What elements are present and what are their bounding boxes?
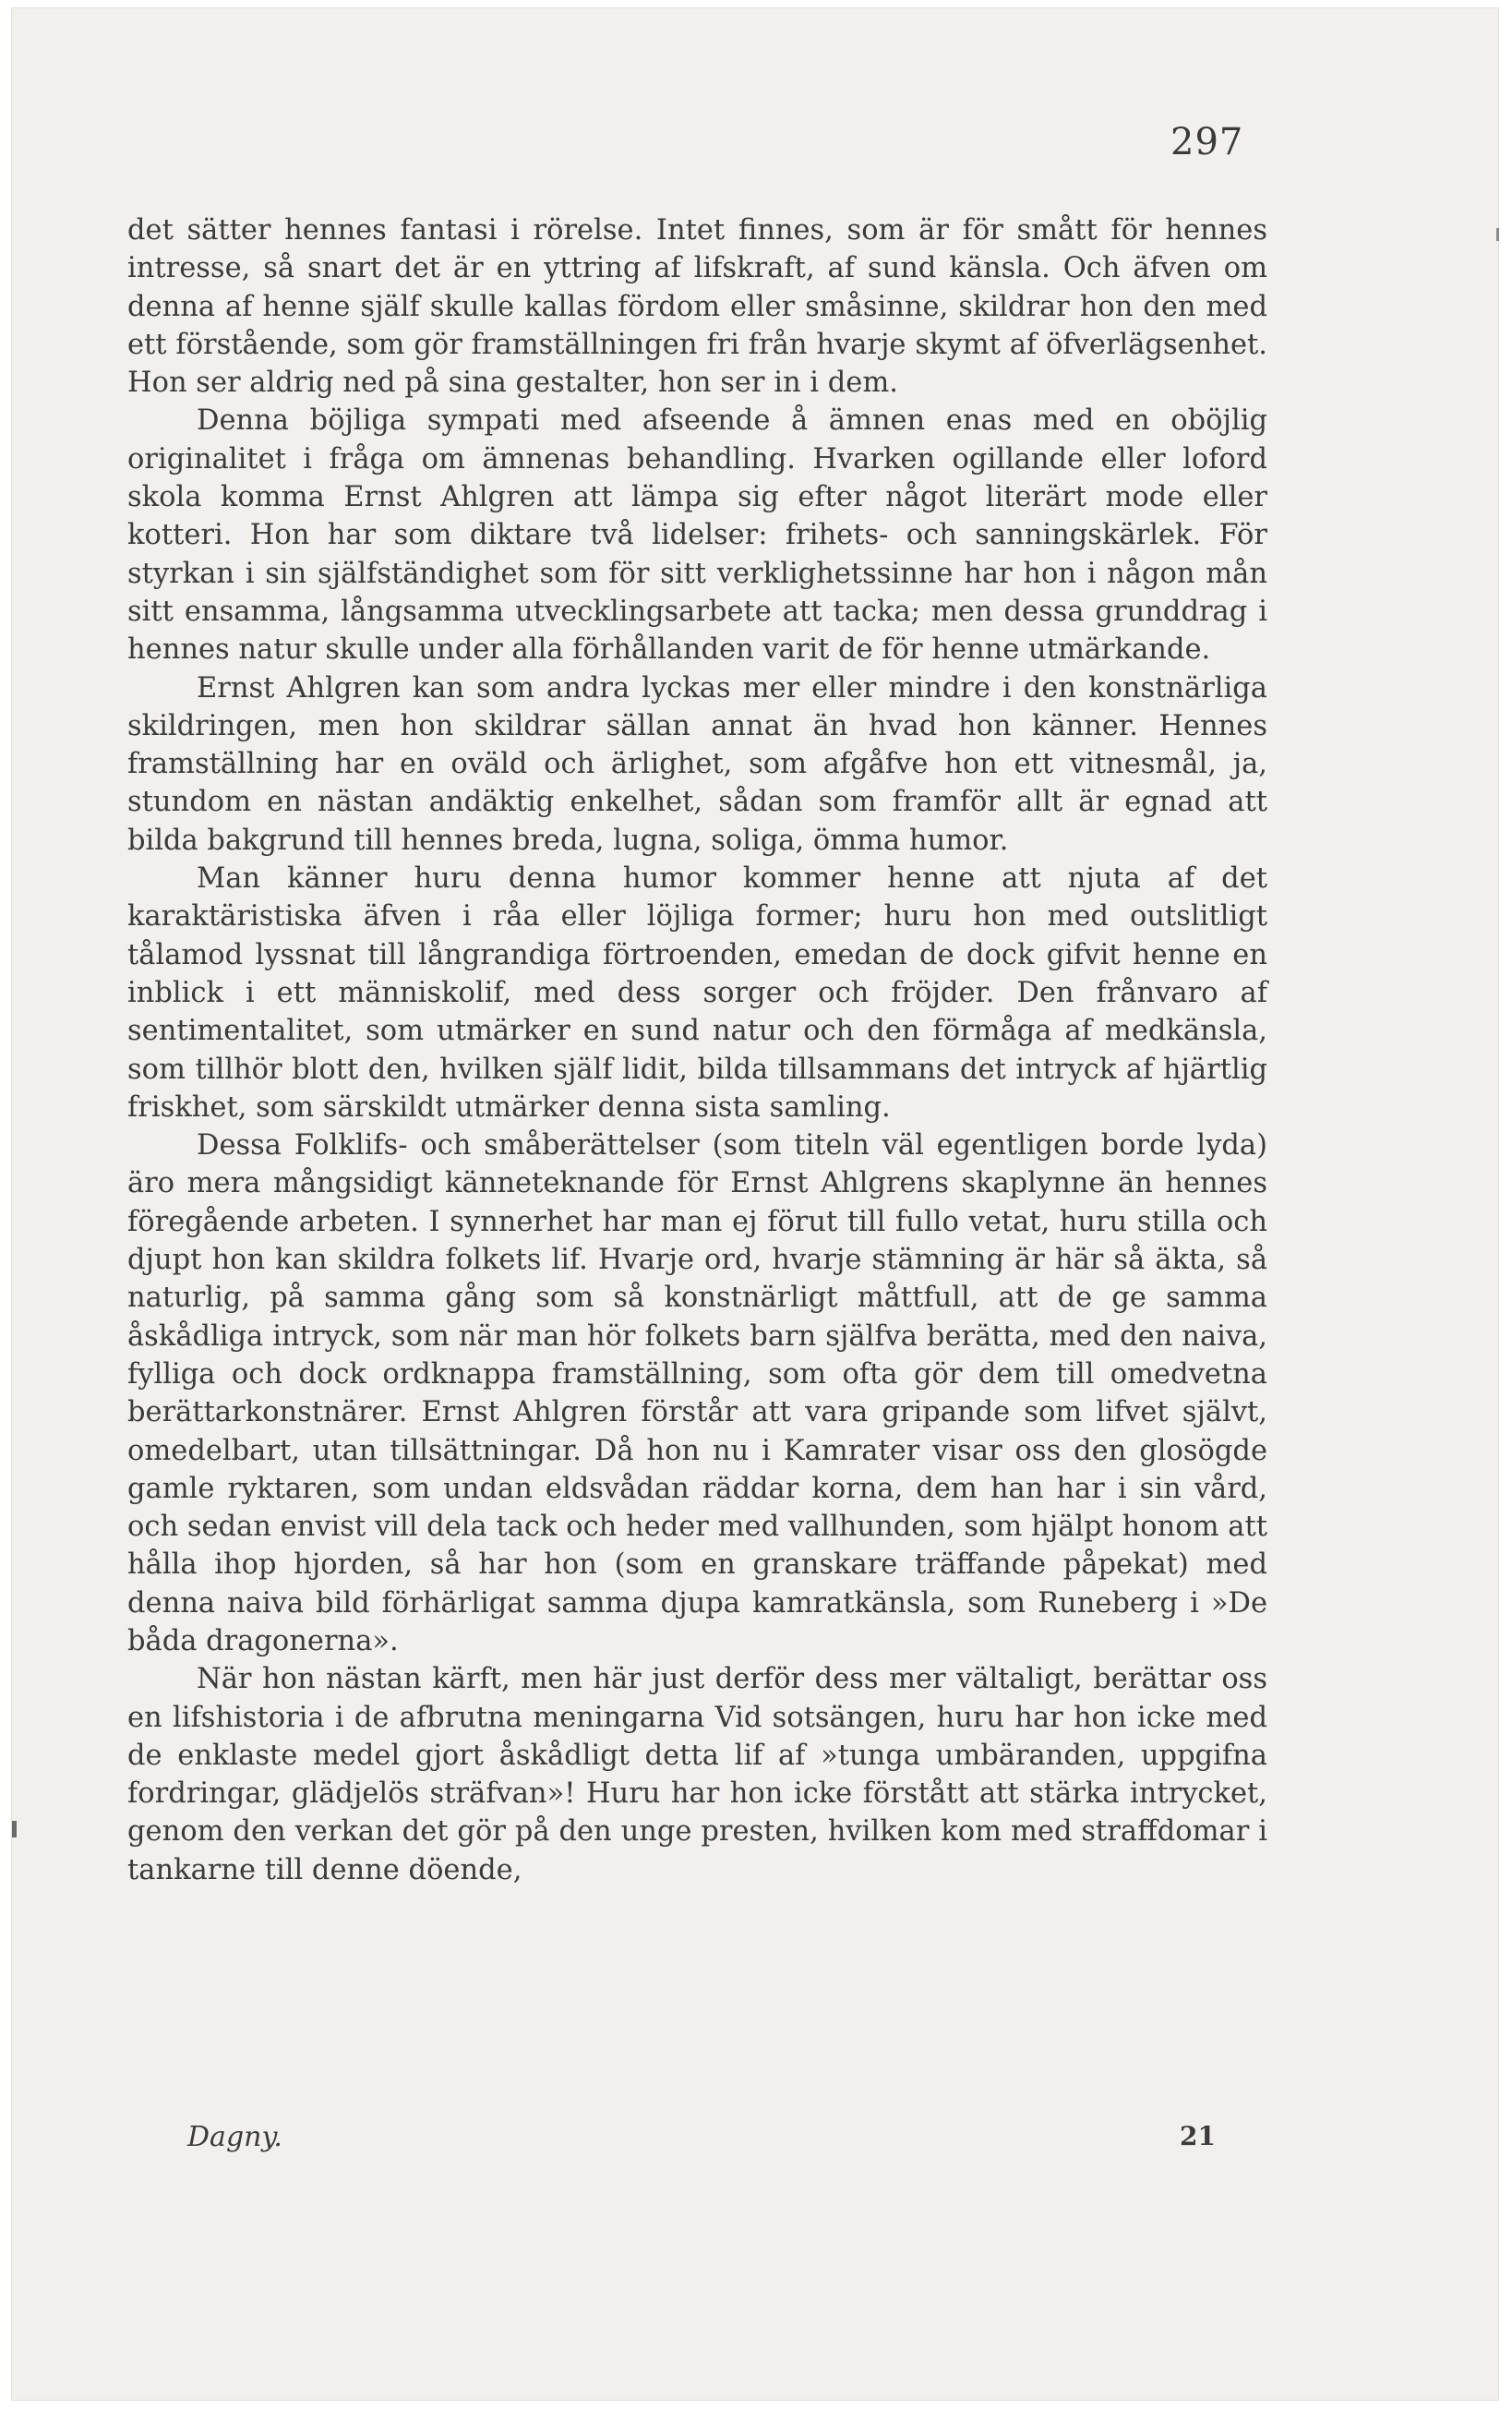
paragraph-3: Ernst Ahlgren kan som andra lyckas mer eller mindre i den konstnärliga skildringen, men hon skildrar sällan annat än hvad hon känner. Hennes framställning har en oväld och ärlighet, som afgåfve hon ett vitnesmål, ja, stundom en nästan andäktig enkelhet, sådan som framför allt är egnad att bilda bakgrund till hennes breda, lugna, soliga, ömma humor. (127, 671, 1267, 857)
paragraph-1: det sätter hennes fantasi i rörelse. Intet finnes, som är för smått för hennes intresse, så snart det är en yttring af lifskraft, af sund känsla. Och äfven om denna af henne själf skulle kallas fördom eller småsinne, skildrar hon den med ett förstående, som gör framställningen fri från hvarje skymt af öfverlägsenhet. Hon ser aldrig ned på sina gestalter, hon ser in i dem. (127, 214, 1267, 400)
footer-signature: Dagny. (187, 2121, 282, 2153)
paragraph-5: Dessa Folklifs- och småberättelser (som titeln väl egentligen borde lyda) äro mera mångsidigt känneteknande för Ernst Ahlgrens skaplynne än hennes föregående arbeten. I synnerhet har man ej förut till fullo vetat, huru stilla och djupt hon kan skildra folkets lif. Hvarje ord, hvarje stämning är här så äkta, så naturlig, på samma gång som så konstnärligt måttfull, att de ge samma åskådliga intryck, som när man hör folkets barn själfva berätta, med den naiva, fylliga och dock ordknappa framställning, som ofta gör dem till omedvetna berättarkonstnärer. Ernst Ahlgren förstår att vara gripande som lifvet självt, omedelbart, utan tillsättningar. Då hon nu i Kamrater visar oss den glosögde gamle ryktaren, som undan eldsvådan räddar korna, dem han har i sin vård, och sedan envist vill dela tack och heder med vallhunden, som hjälpt honom att hålla ihop hjorden, så har hon (som en granskare träffande påpekat) med denna naiva bild förhärligat samma djupa kamratkänsla, som Runeberg i »De båda dragonerna». (127, 1129, 1267, 1657)
paragraph-4: Man känner huru denna humor kommer henne att njuta af det karaktäristiska äfven i råa eller löjliga former; huru hon med outslitligt tålamod lyssnat till långrandiga förtroenden, emedan de dock gifvit henne en inblick i ett människolif, med dess sorger och fröjder. Den frånvaro af sentimentalitet, som utmärker en sund natur och den förmåga af medkänsla, som tillhör blott den, hvilken själf lidit, bilda tillsammans det intryck af hjärtlig friskhet, som särskildt utmärker denna sista samling. (127, 862, 1267, 1124)
footer-sheet-number: 21 (1180, 2121, 1216, 2151)
margin-mark (1496, 228, 1499, 241)
page-number: 297 (1170, 121, 1244, 163)
scanned-page (11, 7, 1499, 2401)
paragraph-6: När hon nästan kärft, men här just derför dess mer vältaligt, berättar oss en lifshistoria i de afbrutna meningarna Vid sotsängen, huru har hon icke med de enklaste medel gjort åskådligt detta lif af »tunga umbäranden, uppgifna fordringar, glädjelös sträfvan»! Huru har hon icke förstått att stärka intrycket, genom den verkan det gör på den unge presten, hvilken kom med straffdomar i tankarne till denne döende, (127, 1663, 1267, 1886)
paragraph-2: Denna böjliga sympati med afseende å ämnen enas med en oböjlig originalitet i fråga om ämnenas behandling. Hvarken ogillande eller loford skola komma Ernst Ahlgren att lämpa sig efter något literärt mode eller kotteri. Hon har som diktare två lidelser: frihets- och sanningskärlek. För styrkan i sin själfständighet som för sitt verklighetssinne har hon i någon mån sitt ensamma, långsamma utvecklingsarbete att tacka; men dessa grunddrag i hennes natur skulle under alla förhållanden varit de för henne utmärkande. (127, 404, 1267, 667)
body-text (127, 211, 1267, 1889)
page-footer (127, 2121, 1267, 2167)
margin-mark (12, 1821, 17, 1837)
